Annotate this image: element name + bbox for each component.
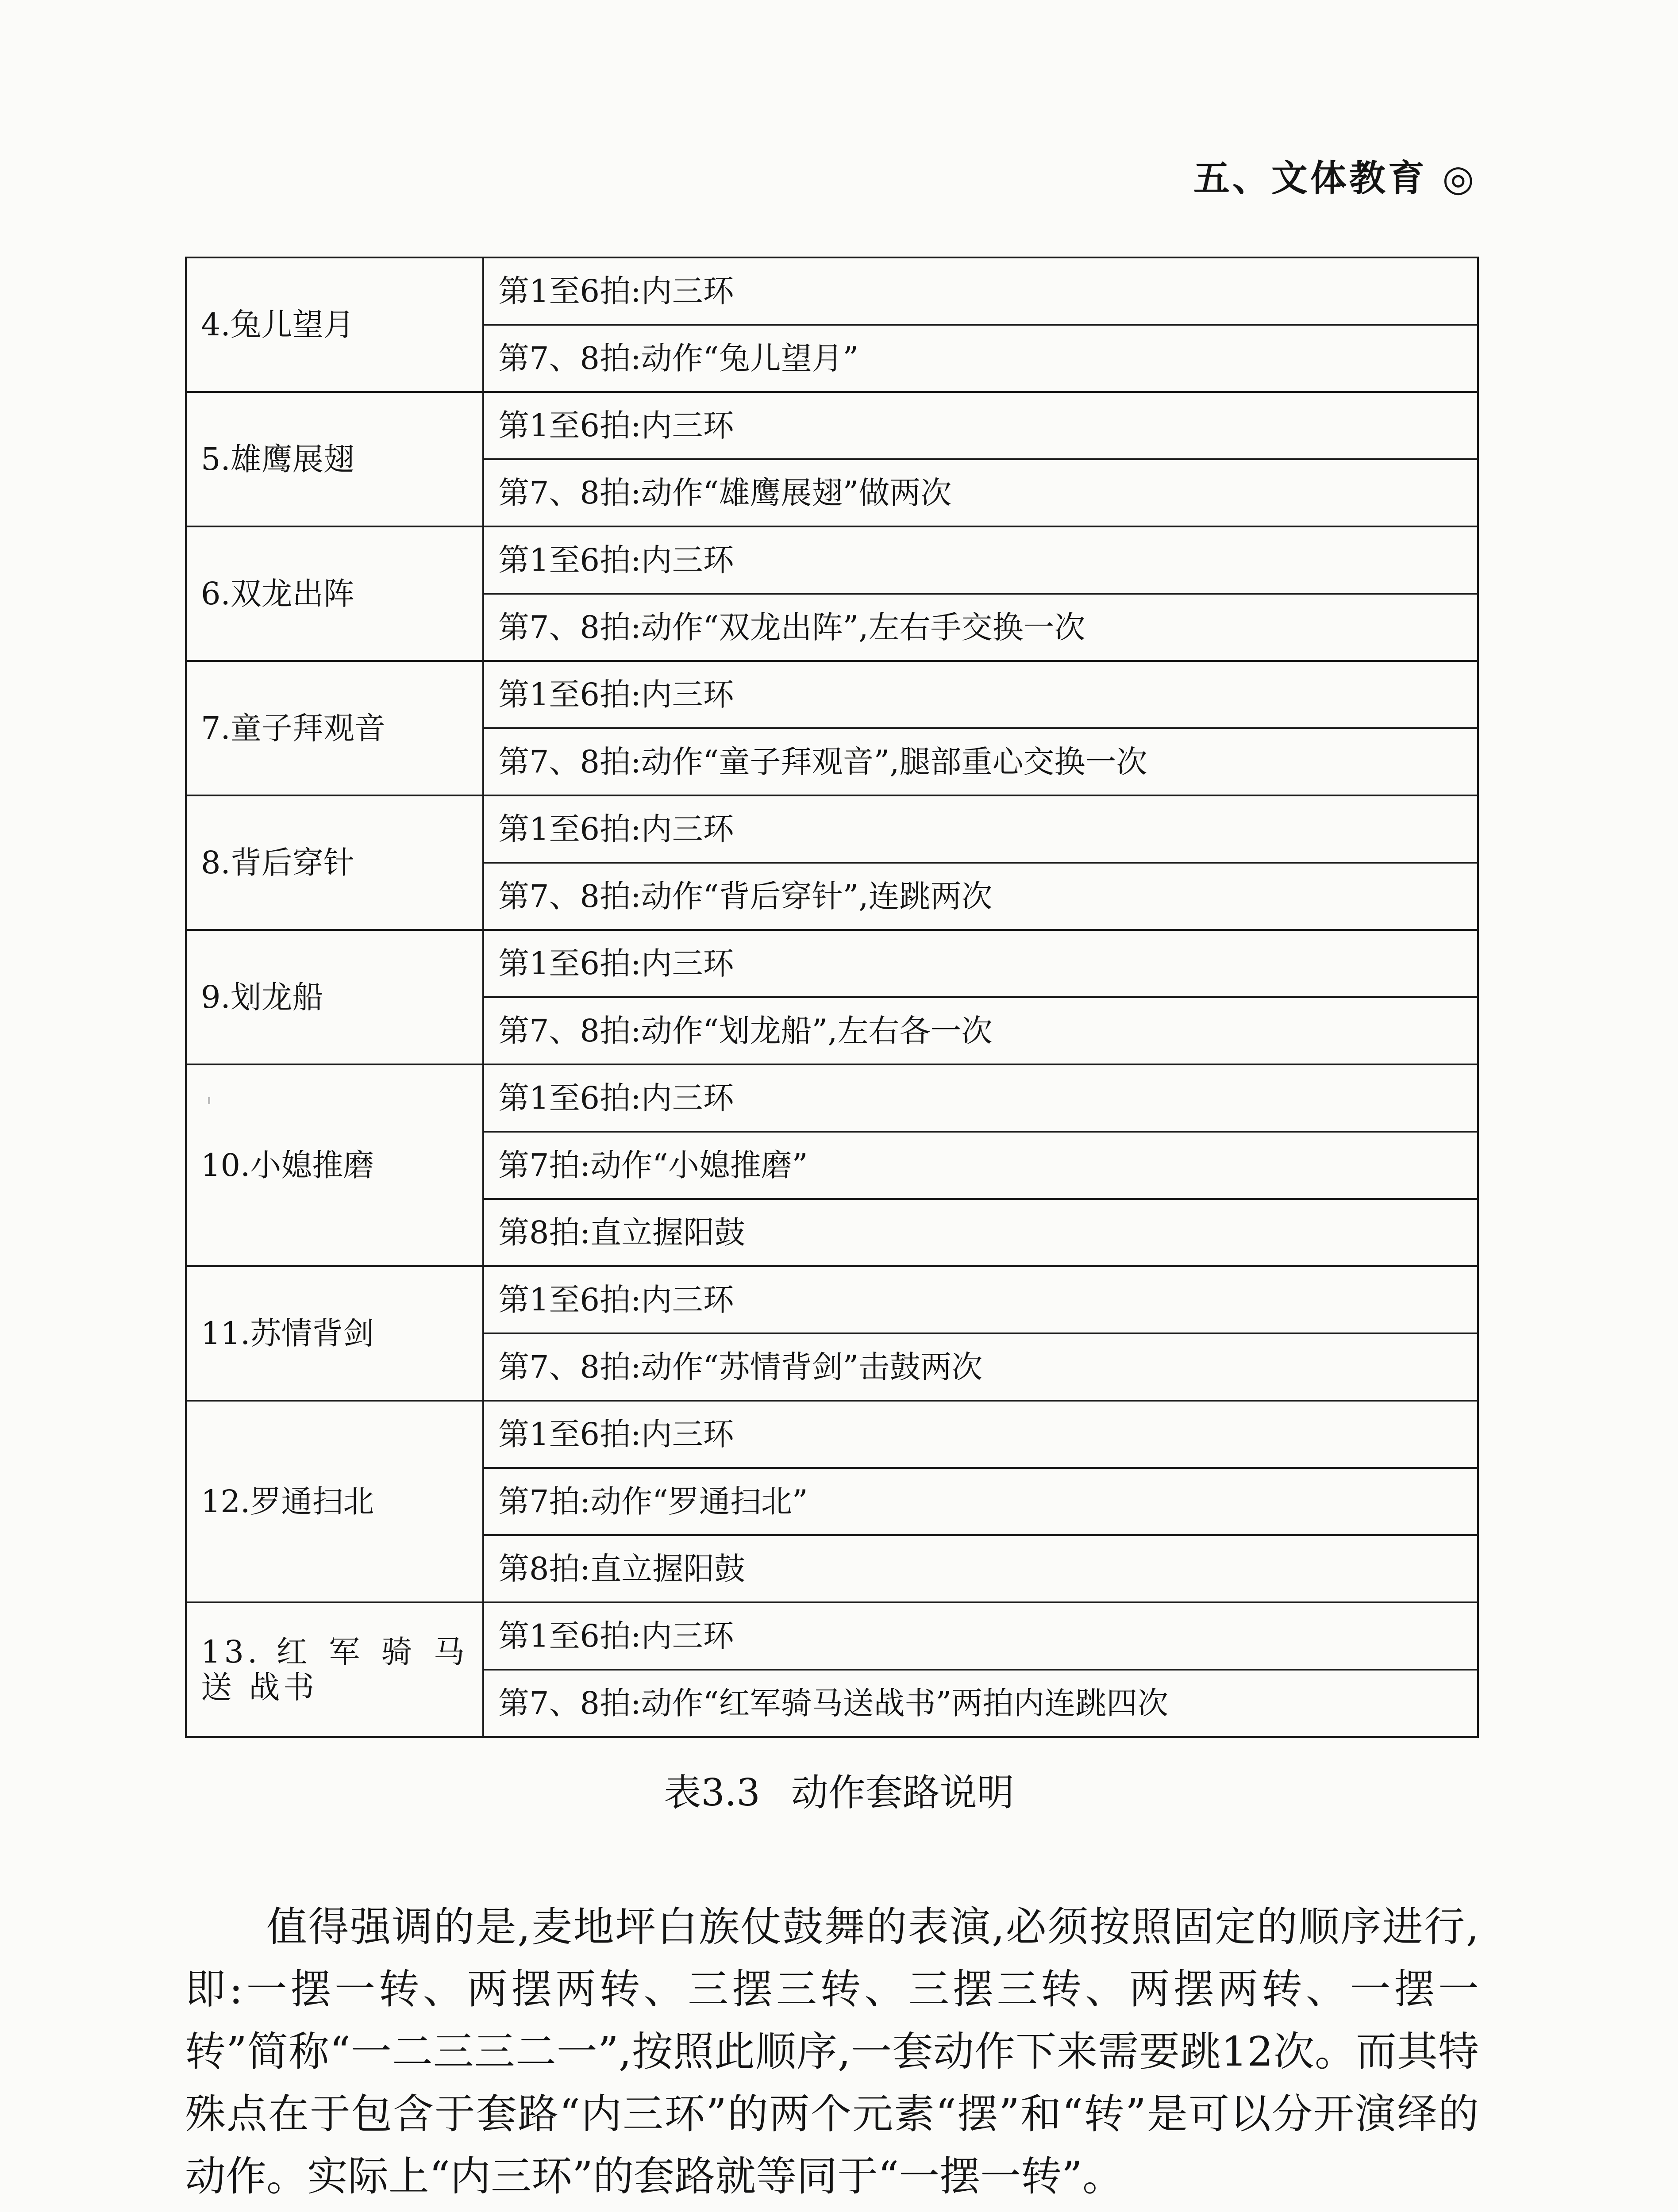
table-row	[186, 1602, 1478, 1670]
table-caption	[0, 1763, 1678, 1816]
beat-description-cell: 第1至6拍:内三环	[483, 526, 1478, 594]
beat-description-cell: 第1至6拍:内三环	[483, 1401, 1478, 1468]
beat-description-cell: 第7、8拍:动作“童子拜观音”,腿部重心交换一次	[483, 728, 1478, 795]
body-paragraph: 值得强调的是,麦地坪白族仗鼓舞的表演,必须按照固定的顺序进行,即:一摆一转、两摆两转、三摆三转、三摆三转、两摆两转、一摆一转”简称“一二三三二一”,按照此顺序,一套动作下来需要跳12次。而其特殊点在于包含于套路“内三环”的两个元素“摆”和“转”是可以分开演绎的动作。实际上“内三环”的套路就等同于“一摆一转”。	[185, 1903, 1479, 2200]
table-row	[186, 930, 1478, 997]
caption-title: 动作套路说明	[791, 1771, 1014, 1814]
move-name-cell: 10.小媳推磨	[186, 1064, 483, 1266]
moves-table-body	[186, 257, 1478, 1737]
caption-number: 表3.3	[664, 1771, 760, 1814]
table-row	[186, 661, 1478, 728]
beat-description-cell: 第7、8拍:动作“背后穿针”,连跳两次	[483, 863, 1478, 930]
table-row	[186, 526, 1478, 594]
beat-description-cell: 第1至6拍:内三环	[483, 795, 1478, 863]
move-name-cell: 13. 红 军 骑 马 送 战书	[186, 1602, 483, 1737]
move-name-cell: 12.罗通扫北	[186, 1401, 483, 1602]
move-name-cell: 7.童子拜观音	[186, 661, 483, 795]
table-row	[186, 1401, 1478, 1468]
move-name-cell: 6.双龙出阵	[186, 526, 483, 661]
beat-description-cell: 第7拍:动作“罗通扫北”	[483, 1468, 1478, 1535]
table-row	[186, 1266, 1478, 1333]
beat-description-cell: 第7、8拍:动作“雄鹰展翅”做两次	[483, 459, 1478, 526]
beat-description-cell: 第7拍:动作“小媳推磨”	[483, 1132, 1478, 1199]
running-header: 五、文体教育 ◎	[1193, 157, 1477, 200]
table-row	[186, 257, 1478, 325]
beat-description-cell: 第8拍:直立握阳鼓	[483, 1535, 1478, 1602]
beat-description-cell: 第1至6拍:内三环	[483, 257, 1478, 325]
table-row	[186, 795, 1478, 863]
beat-description-cell: 第1至6拍:内三环	[483, 1064, 1478, 1132]
beat-description-cell: 第1至6拍:内三环	[483, 661, 1478, 728]
beat-description-cell: 第1至6拍:内三环	[483, 392, 1478, 459]
move-name-cell: 5.雄鹰展翅	[186, 392, 483, 526]
scan-speck	[208, 1097, 210, 1104]
beat-description-cell: 第1至6拍:内三环	[483, 1602, 1478, 1670]
move-name-cell: 8.背后穿针	[186, 795, 483, 930]
moves-table	[185, 257, 1479, 1738]
beat-description-cell: 第7、8拍:动作“兔儿望月”	[483, 325, 1478, 392]
move-name-cell: 11.苏情背剑	[186, 1266, 483, 1401]
beat-description-cell: 第7、8拍:动作“双龙出阵”,左右手交换一次	[483, 594, 1478, 661]
move-name-cell: 9.划龙船	[186, 930, 483, 1064]
beat-description-cell: 第7、8拍:动作“红军骑马送战书”两拍内连跳四次	[483, 1670, 1478, 1737]
table-row	[186, 1064, 1478, 1132]
beat-description-cell: 第7、8拍:动作“苏情背剑”击鼓两次	[483, 1333, 1478, 1401]
move-name-cell: 4.兔儿望月	[186, 257, 483, 392]
beat-description-cell: 第7、8拍:动作“划龙船”,左右各一次	[483, 997, 1478, 1064]
beat-description-cell: 第1至6拍:内三环	[483, 930, 1478, 997]
beat-description-cell: 第8拍:直立握阳鼓	[483, 1199, 1478, 1266]
table-row	[186, 392, 1478, 459]
beat-description-cell: 第1至6拍:内三环	[483, 1266, 1478, 1333]
